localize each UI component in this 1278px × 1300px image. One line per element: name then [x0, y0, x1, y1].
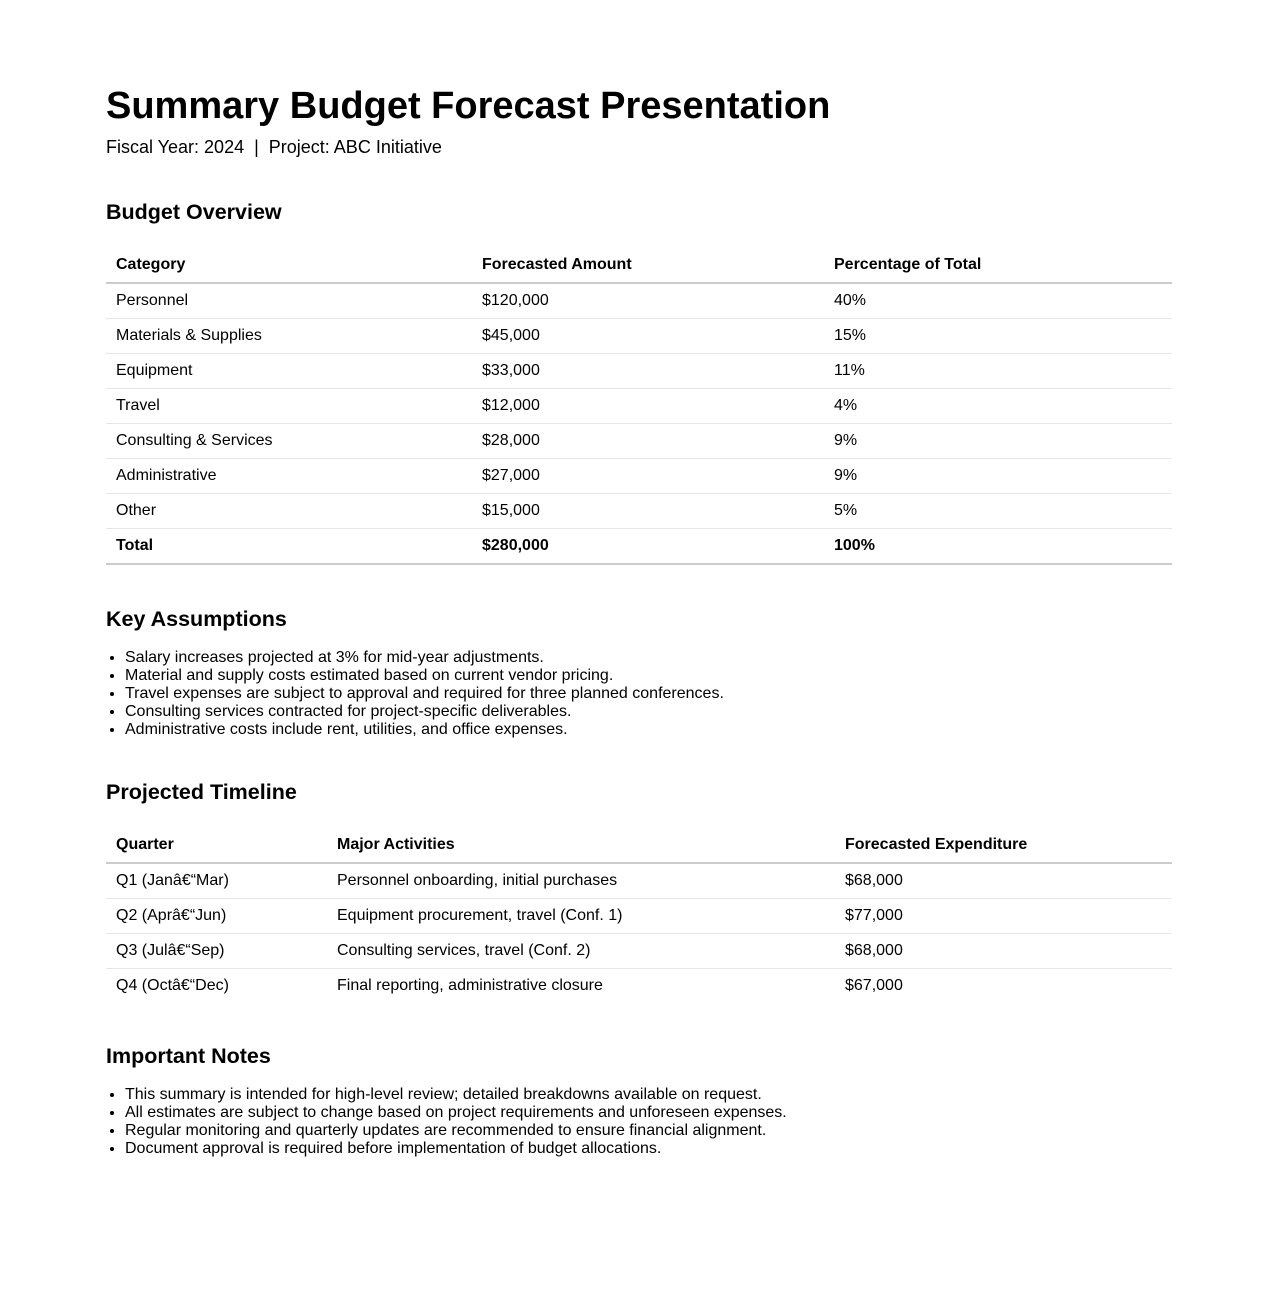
- page-subtitle: Fiscal Year: 2024 | Project: ABC Initiative: [106, 137, 442, 157]
- category-cell: Personnel: [106, 283, 472, 319]
- table-header-row: [106, 247, 1172, 283]
- percentage-cell: 11%: [824, 354, 1172, 389]
- table-row: [106, 459, 1172, 494]
- amount-cell: $15,000: [472, 494, 824, 529]
- category-cell: Equipment: [106, 354, 472, 389]
- quarter-cell: Q4 (Octâ€“Dec): [116, 977, 229, 994]
- amount-cell: $27,000: [472, 459, 824, 494]
- page-title: Summary Budget Forecast Presentation: [106, 85, 831, 127]
- amount-cell: $120,000: [472, 283, 824, 319]
- list-item: • Regular monitoring and quarterly updates are recommended to ensure financial alignment.: [125, 1122, 1172, 1140]
- activities-cell: Consulting services, travel (Conf. 2): [327, 934, 835, 969]
- percentage-cell: 40%: [824, 283, 1172, 319]
- projected-timeline-heading: Projected Timeline: [106, 780, 297, 804]
- percentage-cell: 5%: [824, 494, 1172, 529]
- important-notes-list: [106, 1086, 1172, 1158]
- activities-cell: Personnel onboarding, initial purchases: [327, 863, 835, 899]
- list-item: • Material and supply costs estimated based on current vendor pricing.: [125, 667, 1172, 685]
- amount-cell: $12,000: [472, 389, 824, 424]
- total-label-cell: Total: [106, 529, 472, 565]
- list-item: • Consulting services contracted for project-specific deliverables.: [125, 703, 1172, 721]
- category-cell: Other: [106, 494, 472, 529]
- table-row: [106, 494, 1172, 529]
- amount-cell: $33,000: [472, 354, 824, 389]
- column-header-quarter: Quarter: [106, 827, 327, 863]
- quarter-cell: Q2 (Aprâ€“Jun): [106, 899, 327, 934]
- amount-cell: $28,000: [472, 424, 824, 459]
- table-row: [106, 899, 1172, 934]
- list-item: • Salary increases projected at 3% for mid-year adjustments.: [125, 649, 1172, 667]
- column-header-category: Category: [106, 247, 472, 283]
- total-amount-cell: $280,000: [472, 529, 824, 565]
- table-row: [106, 389, 1172, 424]
- table-row: [106, 354, 1172, 389]
- percentage-cell: 9%: [824, 424, 1172, 459]
- table-row: [106, 319, 1172, 354]
- activities-cell: Final reporting, administrative closure: [337, 977, 603, 994]
- category-cell: Travel: [106, 389, 472, 424]
- list-item: • Administrative costs include rent, utilities, and office expenses.: [125, 721, 1172, 739]
- list-item: • This summary is intended for high-level review; detailed breakdowns available on request.: [125, 1086, 1172, 1104]
- table-row: [106, 863, 1172, 899]
- list-item: • All estimates are subject to change based on project requirements and unforeseen expenses.: [125, 1104, 1172, 1122]
- important-notes-heading: Important Notes: [106, 1044, 271, 1068]
- quarter-cell: Q3 (Julâ€“Sep): [106, 934, 327, 969]
- budget-overview-table: [106, 247, 1172, 565]
- table-row: [106, 283, 1172, 319]
- total-percentage-cell: 100%: [824, 529, 1172, 565]
- category-cell: Administrative: [106, 459, 472, 494]
- table-row: [106, 969, 1172, 1004]
- percentage-cell: 4%: [824, 389, 1172, 424]
- column-header-major-activities: Major Activities: [327, 827, 835, 863]
- category-cell: Consulting & Services: [106, 424, 472, 459]
- expenditure-cell: $68,000: [835, 934, 1172, 969]
- key-assumptions-list: [106, 649, 1172, 739]
- list-item: • Document approval is required before implementation of budget allocations.: [125, 1140, 1172, 1158]
- activities-cell: Equipment procurement, travel (Conf. 1): [327, 899, 835, 934]
- column-header-percentage: Percentage of Total: [824, 247, 1172, 283]
- quarter-cell: Q1 (Janâ€“Mar): [106, 863, 327, 899]
- key-assumptions-heading: Key Assumptions: [106, 607, 287, 631]
- percentage-cell: 9%: [824, 459, 1172, 494]
- budget-overview-heading: Budget Overview: [106, 200, 282, 224]
- category-cell: Materials & Supplies: [106, 319, 472, 354]
- expenditure-cell: $68,000: [835, 863, 1172, 899]
- amount-cell: $45,000: [472, 319, 824, 354]
- percentage-cell: 15%: [824, 319, 1172, 354]
- table-header-row: [106, 827, 1172, 863]
- expenditure-cell: $67,000: [845, 977, 903, 994]
- list-item: • Travel expenses are subject to approval and required for three planned conferences.: [125, 685, 1172, 703]
- table-row: [106, 424, 1172, 459]
- table-row: [106, 934, 1172, 969]
- expenditure-cell: $77,000: [835, 899, 1172, 934]
- total-row: [106, 529, 1172, 565]
- projected-timeline-table: [106, 827, 1172, 1003]
- column-header-forecasted-expenditure: Forecasted Expenditure: [835, 827, 1172, 863]
- column-header-forecasted-amount: Forecasted Amount: [472, 247, 824, 283]
